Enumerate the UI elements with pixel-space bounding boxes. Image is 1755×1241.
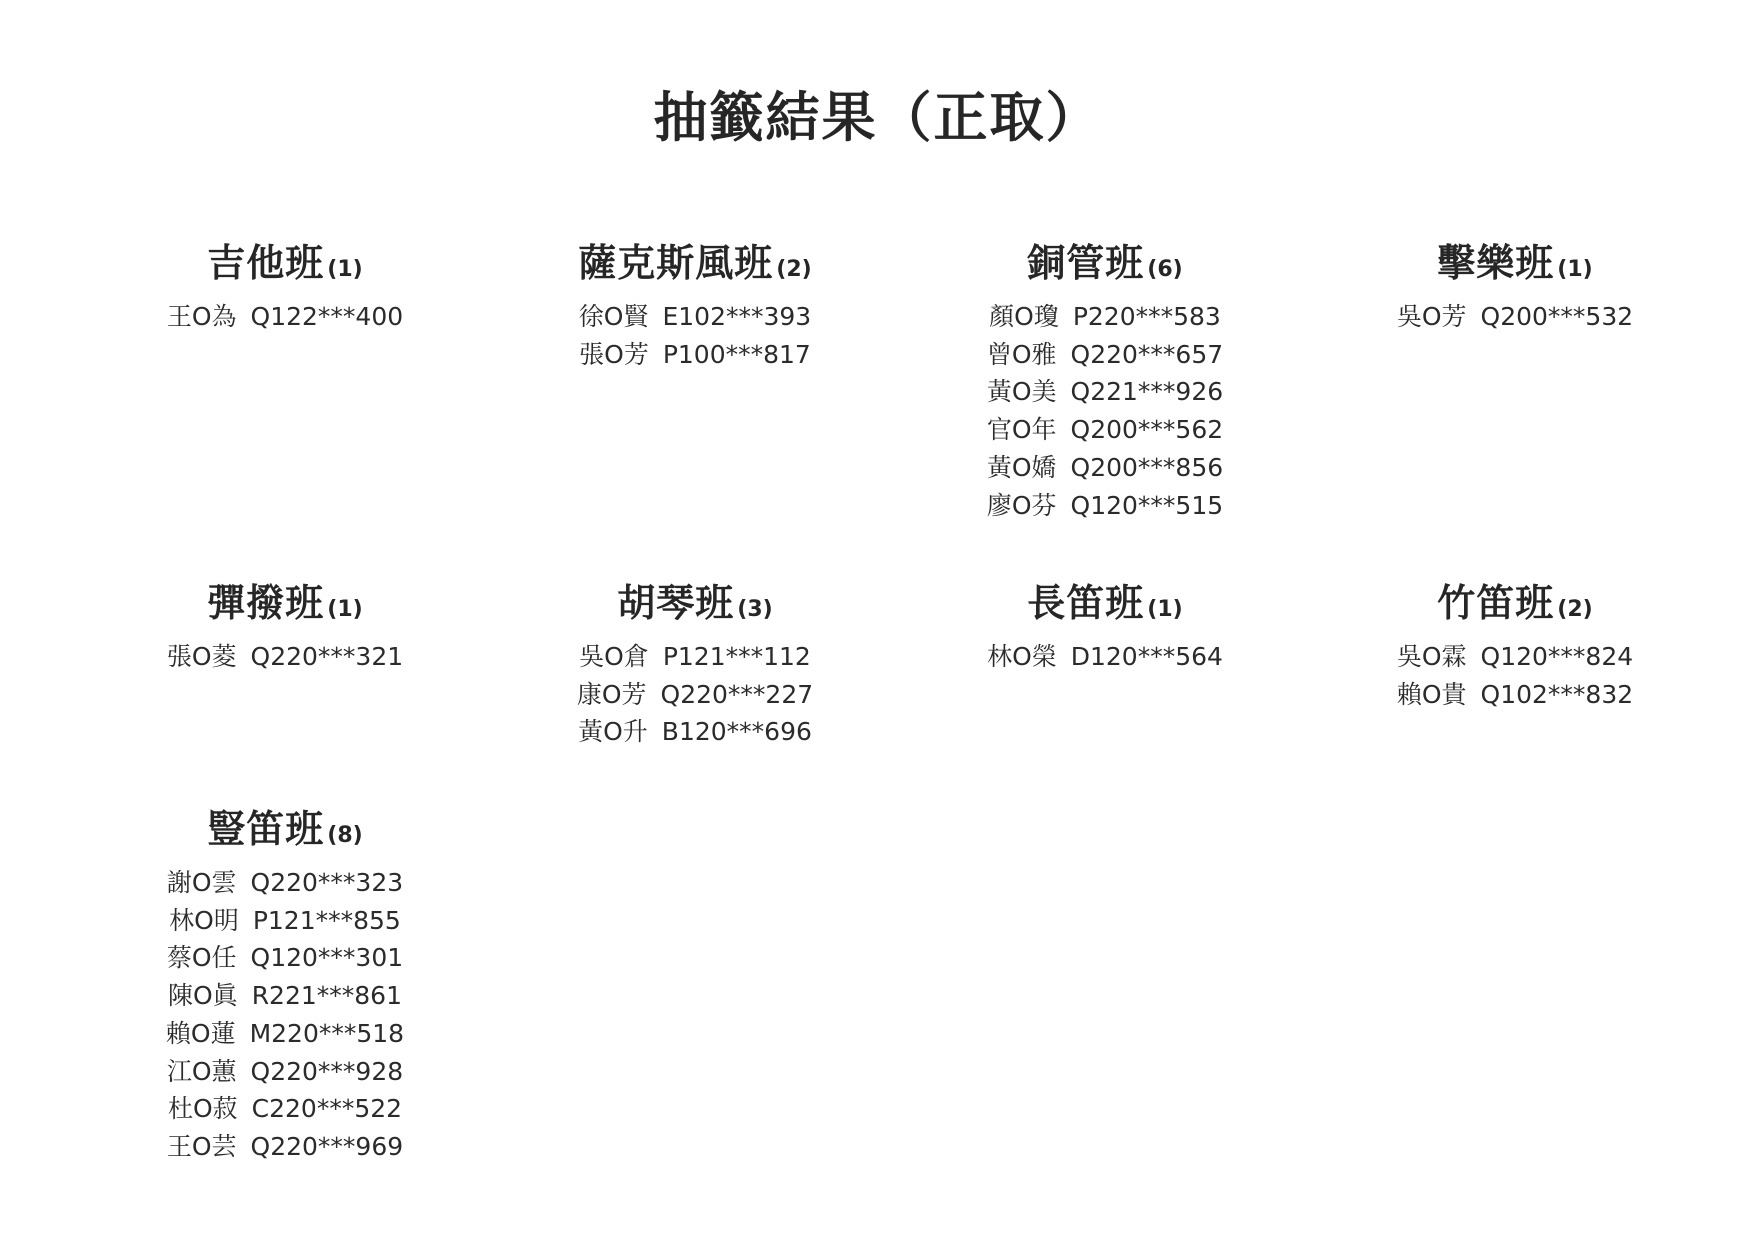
list-item [169,902,401,940]
student-id: Q200***532 [1480,302,1634,331]
student-id: B120***696 [661,717,812,747]
list-item [987,336,1223,374]
list-item [577,676,813,714]
student-name: 張O菱 [166,642,237,671]
list-item [579,298,811,336]
list-item [167,1128,403,1166]
student-id: D120***564 [1070,642,1223,671]
list-item [987,487,1223,525]
list-item [167,939,403,977]
student-name: 林O榮 [987,642,1057,671]
list-item [987,638,1223,676]
class-heading [207,798,362,854]
student-name: 王O為 [166,302,237,331]
list-item [987,449,1223,487]
student-name: 吳O霖 [1396,642,1467,671]
student-name: 吳O芳 [1396,302,1467,331]
student-name: 黃O嬌 [986,452,1057,482]
student-id: Q220***657 [1070,339,1224,369]
list-item [1397,298,1633,336]
student-name: 謝O雲 [166,868,237,897]
class-count: (1) [1147,597,1183,622]
class-block-huqin [490,572,900,778]
class-heading [1437,572,1592,628]
student-id: P121***855 [252,905,401,935]
class-name: 竹笛班 [1437,581,1555,625]
class-block-clarinet [80,798,490,1166]
student-name: 廖O芬 [986,490,1057,520]
list-item [987,411,1223,449]
class-count: (1) [1557,257,1593,282]
class-block-bamboo-flute [1310,572,1720,778]
student-id: Q221***926 [1070,377,1224,407]
class-results-grid [80,232,1720,1166]
student-name: 徐O賢 [578,302,649,331]
class-name: 彈撥班 [207,581,325,625]
class-heading [207,572,362,628]
student-id: M220***518 [249,1018,405,1048]
student-name: 杜O菽 [167,1094,238,1124]
class-name: 豎笛班 [207,807,325,851]
list-item [579,638,811,676]
list-item [578,713,812,751]
list-item [167,638,403,676]
list-item [167,298,403,336]
class-block-percussion [1310,232,1720,552]
student-id: Q120***824 [1480,642,1634,671]
class-heading [617,572,772,628]
student-name: 黃O升 [578,717,648,747]
list-item [167,864,403,902]
class-count: (2) [776,257,812,282]
list-item [989,298,1221,336]
student-name: 張O芳 [579,339,649,369]
student-name: 江O蕙 [166,1056,237,1086]
list-item [168,977,402,1015]
class-name: 吉他班 [207,241,325,285]
list-item [168,1090,402,1128]
student-name: 曾O雅 [986,339,1057,369]
class-count: (8) [327,823,363,848]
class-count: (6) [1147,257,1183,282]
student-name: 康O芳 [576,679,647,709]
student-id: Q220***227 [660,679,814,709]
class-name: 長笛班 [1027,581,1145,625]
student-name: 吳O倉 [579,642,649,671]
class-block-saxophone [490,232,900,552]
class-name: 擊樂班 [1437,241,1555,285]
class-name: 薩克斯風班 [578,241,774,285]
student-id: Q120***515 [1070,490,1224,520]
student-id: P100***817 [662,339,811,369]
class-heading [1027,232,1182,288]
student-name: 陳O眞 [168,981,238,1011]
class-heading [1437,232,1592,288]
class-name: 銅管班 [1027,241,1145,285]
student-id: Q220***321 [250,642,404,671]
list-item [579,336,811,374]
class-block-guitar [80,232,490,552]
student-name: 黃O美 [986,377,1057,407]
student-id: Q220***969 [250,1131,404,1161]
student-name: 蔡O任 [166,943,237,973]
list-item [987,373,1223,411]
list-item [166,1015,404,1053]
class-heading [578,232,811,288]
class-block-flute [900,572,1310,778]
page-title: 抽籤結果（正取） [653,86,1102,149]
student-id: Q200***856 [1070,452,1224,482]
list-item [1397,676,1633,714]
class-block-plucked-strings [80,572,490,778]
class-block-brass [900,232,1310,552]
student-id: Q102***832 [1480,679,1634,709]
student-id: Q220***323 [250,868,404,897]
student-name: 賴O蓮 [165,1018,236,1048]
student-id: P220***583 [1072,302,1221,331]
student-name: 王O芸 [166,1131,237,1161]
class-count: (1) [327,597,363,622]
class-count: (2) [1557,597,1593,622]
student-id: Q220***928 [250,1056,404,1086]
student-id: Q122***400 [250,302,404,331]
student-id: C220***522 [251,1094,403,1124]
student-id: E102***393 [662,302,812,331]
student-name: 官O年 [986,415,1057,445]
class-heading [207,232,362,288]
list-item [167,1053,403,1091]
student-id: Q200***562 [1070,415,1224,445]
student-name: 賴O貴 [1396,679,1467,709]
list-item [1397,638,1633,676]
student-id: Q120***301 [250,943,404,973]
class-heading [1027,572,1182,628]
student-name: 林O明 [169,905,239,935]
student-id: P121***112 [662,642,811,671]
student-name: 顏O瓊 [989,302,1059,331]
class-count: (3) [737,597,773,622]
student-id: R221***861 [251,981,402,1011]
class-name: 胡琴班 [617,581,735,625]
class-count: (1) [327,257,363,282]
